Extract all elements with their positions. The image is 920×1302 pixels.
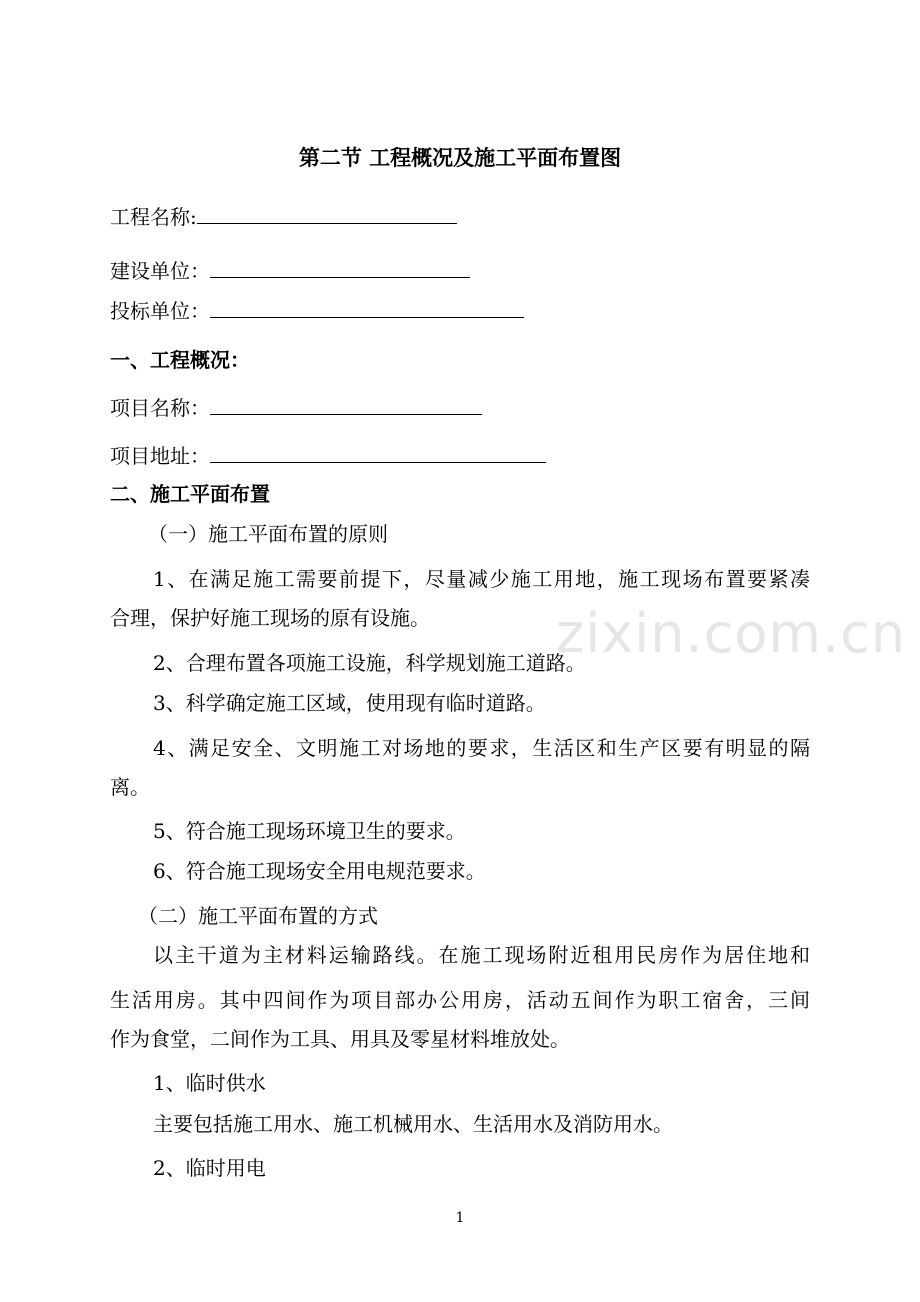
project-name-blank (197, 203, 457, 224)
principle-2: 2、合理布置各项施工设施，科学规划施工道路。 (153, 651, 586, 675)
power-supply-heading: 2、临时用电 (153, 1156, 266, 1180)
principle-4-line-1: 4、满足安全、文明施工对场地的要求，生活区和生产区要有明显的隔 (153, 736, 810, 760)
item-address-blank (210, 442, 546, 463)
project-name-label: 工程名称: (110, 205, 197, 229)
project-name-field (110, 203, 457, 230)
sub1-heading: （一）施工平面布置的原则 (148, 522, 388, 546)
principle-4-line-2: 离。 (110, 775, 150, 799)
principle-1-line-2: 合理，保护好施工现场的原有设施。 (110, 606, 430, 630)
item-name-field (110, 394, 482, 421)
bidder-blank (210, 297, 524, 318)
principle-3: 3、科学确定施工区域，使用现有临时道路。 (153, 691, 546, 715)
item-name-label: 项目名称： (110, 396, 210, 420)
builder-blank (210, 257, 470, 278)
layout-para-line-3: 作为食堂，二间作为工具、用具及零星材料堆放处。 (110, 1027, 570, 1051)
item-address-label: 项目地址： (110, 444, 210, 468)
builder-label: 建设单位： (110, 259, 210, 283)
section2-heading: 二、施工平面布置 (110, 482, 270, 506)
page-number: 1 (455, 1210, 465, 1226)
page-title: 第二节 工程概况及施工平面布置图 (298, 146, 622, 170)
water-supply-heading: 1、临时供水 (153, 1071, 266, 1095)
bidder-label: 投标单位： (110, 299, 210, 323)
principle-6: 6、符合施工现场安全用电规范要求。 (153, 859, 486, 883)
item-address-field (110, 442, 546, 469)
principle-1-line-1: 1、在满足施工需要前提下，尽量减少施工用地，施工现场布置要紧凑 (153, 567, 810, 591)
bidder-field (110, 297, 524, 324)
builder-field (110, 257, 470, 284)
layout-para-line-1: 以主干道为主材料运输路线。在施工现场附近租用民房作为居住地和 (153, 943, 810, 967)
item-name-blank (210, 394, 482, 415)
watermark: zixin.com.cn (556, 602, 907, 665)
principle-5: 5、符合施工现场环境卫生的要求。 (153, 819, 466, 843)
section1-heading: 一、工程概况： (110, 348, 250, 372)
sub2-heading: （二）施工平面布置的方式 (138, 904, 378, 928)
layout-para-line-2: 生活用房。其中四间作为项目部办公用房，活动五间作为职工宿舍，三间 (110, 988, 810, 1012)
water-supply-text: 主要包括施工用水、施工机械用水、生活用水及消防用水。 (153, 1112, 673, 1136)
